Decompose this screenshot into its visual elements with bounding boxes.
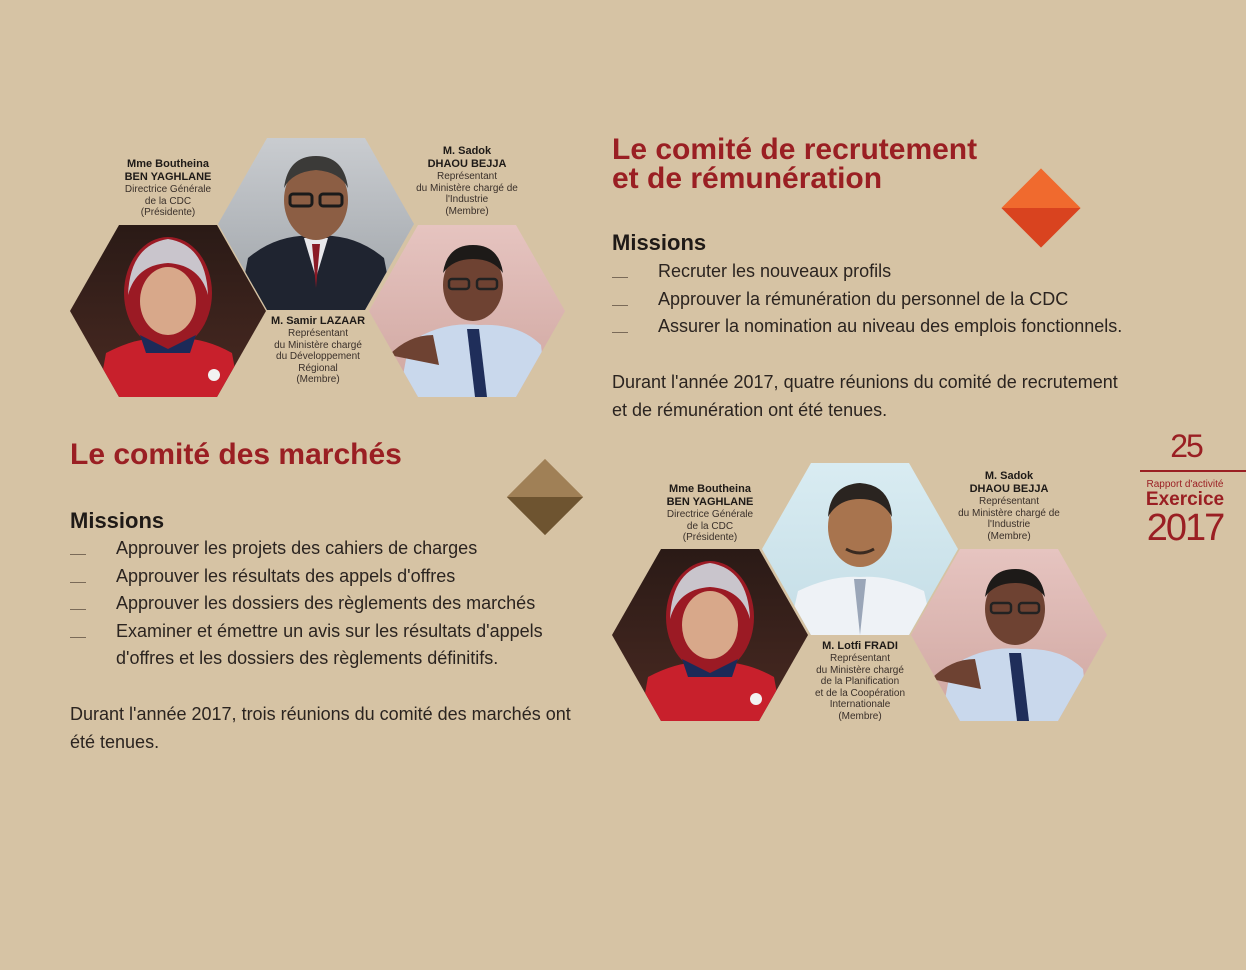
member-surname: BEN YAGHLANE bbox=[124, 171, 212, 183]
mission-text: Assurer la nomination au niveau des emplois fonctionnels. bbox=[658, 316, 1123, 337]
caption-lotfi-fradi bbox=[804, 640, 916, 722]
member-role: (Présidente) bbox=[682, 532, 738, 543]
list-item bbox=[612, 258, 1172, 286]
member-name: M. Sadok bbox=[984, 470, 1034, 482]
member-role: du Ministère chargé de bbox=[416, 182, 518, 194]
member-role: du Ministère chargé de bbox=[958, 507, 1060, 519]
marches-missions-list bbox=[70, 535, 570, 673]
caption-sadok-dhaou-bejja bbox=[405, 145, 529, 217]
mission-text: Approuver la rémunération du personnel de la CDC bbox=[658, 288, 1069, 309]
recrutement-missions-heading: Missions bbox=[612, 230, 707, 255]
member-name: M. Samir LAZAAR bbox=[270, 315, 366, 327]
member-role: de la Planification bbox=[820, 676, 900, 687]
mission-text: Approuver les résultats des appels d'offres bbox=[116, 565, 456, 586]
member-role: Représentant bbox=[978, 496, 1040, 507]
member-role: Internationale bbox=[829, 699, 891, 710]
recrutement-title bbox=[612, 135, 977, 193]
paragraph-line: Durant l'année 2017, quatre réunions du comité de recrutement bbox=[612, 372, 1118, 392]
member-role: Directrice Générale bbox=[124, 184, 212, 195]
dash-bullet-icon bbox=[612, 305, 628, 306]
marches-title: Le comité des marchés bbox=[70, 438, 402, 471]
caption-sadok-dhaou-bejja-2 bbox=[947, 470, 1071, 542]
dash-bullet-icon bbox=[70, 582, 86, 583]
recrutement-paragraph bbox=[612, 369, 1152, 424]
mission-text: Approuver les projets des cahiers de charges bbox=[116, 538, 478, 558]
list-item bbox=[70, 618, 570, 673]
list-item bbox=[70, 563, 570, 591]
bronze-diamond-ornament bbox=[507, 459, 583, 535]
marches-paragraph bbox=[70, 701, 580, 756]
member-role: du Ministère chargé bbox=[816, 664, 904, 676]
mission-text: Recruter les nouveaux profils bbox=[658, 261, 892, 281]
dash-bullet-icon bbox=[70, 609, 86, 610]
member-role: Représentant bbox=[287, 328, 349, 339]
member-role: (Membre) bbox=[987, 530, 1031, 542]
mission-text: Examiner et émettre un avis sur les résultats d'appels bbox=[116, 620, 543, 641]
paragraph-line: et de rémunération ont été tenues. bbox=[612, 399, 888, 420]
member-surname: DHAOU BEJJA bbox=[427, 158, 507, 170]
orange-diamond-ornament bbox=[1001, 168, 1080, 247]
member-name: Mme Boutheina bbox=[127, 158, 209, 170]
mission-text-continued: d'offres et les dossiers des règlements définitifs. bbox=[116, 648, 499, 669]
member-role: de la CDC bbox=[144, 195, 192, 207]
member-name: Mme Boutheina bbox=[669, 483, 751, 495]
member-role: l'Industrie bbox=[987, 519, 1031, 530]
caption-boutheina-ben-yaghlane-2 bbox=[650, 483, 770, 544]
member-role: l'Industrie bbox=[445, 194, 489, 205]
list-item bbox=[612, 286, 1172, 314]
member-surname: BEN YAGHLANE bbox=[666, 496, 754, 508]
member-role: Régional bbox=[298, 362, 338, 374]
dash-bullet-icon bbox=[70, 637, 86, 638]
report-label: Rapport d'activité bbox=[1146, 479, 1224, 490]
dash-bullet-icon bbox=[70, 554, 86, 555]
dash-bullet-icon bbox=[612, 277, 628, 278]
page-marker-rule bbox=[1140, 470, 1246, 472]
member-role: du Développement bbox=[276, 351, 360, 362]
member-role: Directrice Générale bbox=[666, 509, 754, 520]
marches-missions-heading: Missions bbox=[70, 508, 165, 533]
caption-samir-lazaar bbox=[262, 315, 374, 386]
recrutement-title-line1: Le comité de recrutement bbox=[612, 133, 978, 166]
list-item bbox=[70, 535, 570, 563]
member-surname: DHAOU BEJJA bbox=[969, 483, 1049, 495]
mission-text: Approuver les dossiers des règlements des marchés bbox=[116, 593, 536, 614]
paragraph-line: Durant l'année 2017, trois réunions du comité des marchés ont bbox=[70, 704, 571, 724]
caption-boutheina-ben-yaghlane bbox=[108, 158, 228, 219]
exercice-label: Exercice bbox=[1145, 489, 1225, 510]
member-role: de la CDC bbox=[686, 520, 734, 532]
member-role: du Ministère chargé bbox=[274, 339, 362, 351]
member-role: (Membre) bbox=[445, 205, 489, 217]
recrutement-title-line2: et de rémunération bbox=[612, 162, 883, 195]
member-role: (Membre) bbox=[838, 710, 882, 722]
paragraph-line: été tenues. bbox=[70, 731, 160, 752]
member-role: Représentant bbox=[436, 171, 498, 182]
member-role: (Membre) bbox=[296, 374, 340, 385]
dash-bullet-icon bbox=[612, 332, 628, 333]
page-number: 25 bbox=[1170, 428, 1202, 464]
member-name: M. Sadok bbox=[442, 145, 492, 157]
member-role: Représentant bbox=[829, 653, 891, 664]
recrutement-missions-list bbox=[612, 258, 1172, 341]
member-role: (Présidente) bbox=[140, 207, 196, 218]
list-item bbox=[70, 590, 570, 618]
member-name: M. Lotfi FRADI bbox=[822, 640, 898, 652]
list-item bbox=[612, 313, 1172, 341]
report-year: 2017 bbox=[1146, 507, 1224, 549]
member-role: et de la Coopération bbox=[814, 687, 906, 699]
